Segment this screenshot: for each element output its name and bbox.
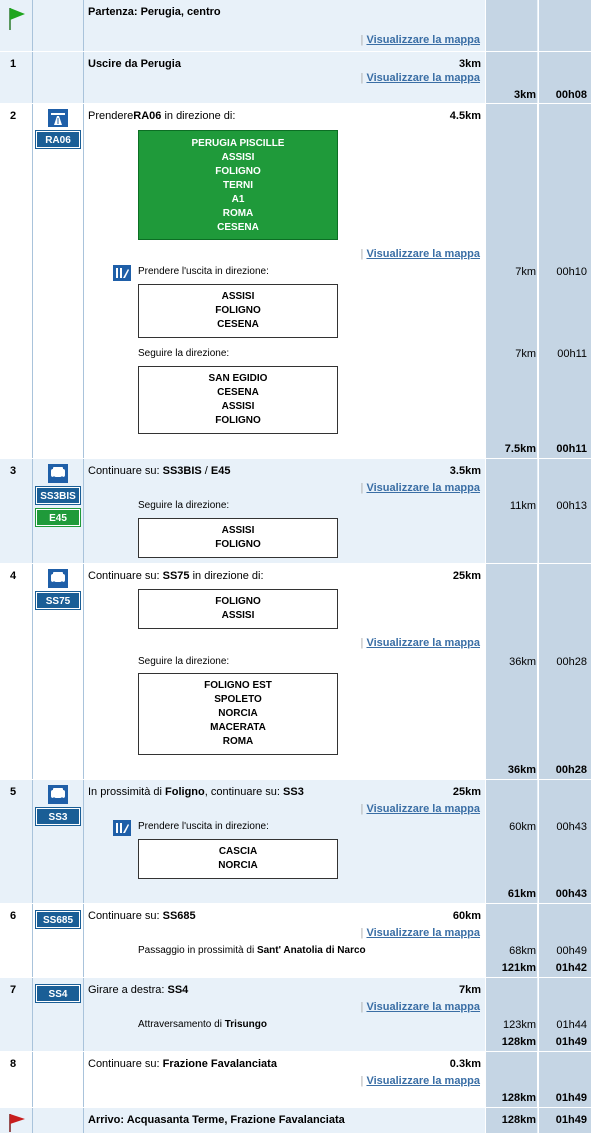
cumulative-time: 00h08 [555, 89, 587, 101]
road-badge: SS3BIS [36, 487, 80, 504]
cumulative-km: 128km [501, 1036, 536, 1048]
cumulative-km: 128km [501, 1114, 536, 1126]
segment-distance: 25km [452, 786, 481, 798]
follow-label: Seguire la direzione: [138, 656, 230, 667]
car-road-icon [48, 464, 68, 483]
exit-sign: ASSISI FOLIGNO CESENA [138, 284, 338, 338]
road-badge: SS3 [36, 808, 80, 825]
step-row-7: 7 SS4 Girare a destra: SS4 7km | Visualizzare la mappa Attraversamento di Trisungo 123km 01h44 128km 01h49 [0, 978, 591, 1052]
segment-distance: 3km [458, 58, 481, 70]
follow-sign: SAN EGIDIO CESENA ASSISI FOLIGNO [138, 366, 338, 434]
step-instruction: Uscire da Perugia [88, 58, 181, 70]
waypoint-km: 68km [509, 945, 536, 957]
car-road-icon [48, 785, 68, 804]
exit-icon [113, 265, 131, 281]
step-row-6: 6 SS685 Continuare su: SS685 60km | Visualizzare la mappa Passaggio in prossimità di Sant' Anatolia di Narco 68km 00h49 121km 01h42 [0, 904, 591, 978]
exit-icon [113, 820, 131, 836]
segment-distance: 3.5km [449, 465, 481, 477]
exit-km: 7km [515, 266, 536, 278]
cumulative-km: 121km [501, 962, 536, 974]
step-number: 2 [10, 110, 17, 122]
green-flag-icon [8, 6, 26, 30]
follow-km: 36km [509, 656, 536, 668]
car-road-icon [48, 569, 68, 588]
segment-distance: 4.5km [449, 110, 481, 122]
waypoint-time: 00h49 [556, 945, 587, 957]
exit-time: 00h43 [556, 821, 587, 833]
cumulative-time: 00h28 [555, 764, 587, 776]
waypoint-time: 01h44 [556, 1019, 587, 1031]
follow-km: 7km [515, 348, 536, 360]
follow-label: Seguire la direzione: [138, 500, 230, 511]
step-instruction: In prossimità di Foligno, continuare su: SS3 [88, 786, 304, 798]
waypoint-note: Attraversamento di Trisungo [138, 1019, 267, 1030]
cumulative-time: 00h11 [556, 443, 587, 455]
start-label: Partenza: Perugia, centro [88, 6, 221, 18]
step-number: 5 [10, 786, 17, 798]
cumulative-time: 01h49 [555, 1092, 587, 1104]
start-row: Partenza: Perugia, centro | Visualizzare la mappa [0, 0, 591, 52]
step-row-1: 1 Uscire da Perugia 3km | Visualizzare la mappa 3km 00h08 [0, 52, 591, 104]
waypoint-note: Passaggio in prossimità di Sant' Anatolia di Narco [138, 945, 366, 956]
step-instruction: PrendereRA06 in direzione di: [88, 110, 236, 122]
cumulative-km: 128km [501, 1092, 536, 1104]
cumulative-km: 36km [507, 764, 536, 776]
step-row-3: 3 SS3BIS E45 Continuare su: SS3BIS / E45 3.5km | Visualizzare la mappa Seguire la direzione: 11km 00h13 ASSISI FOLIGNO [0, 459, 591, 564]
exit-label: Prendere l'uscita in direzione: [138, 266, 269, 277]
road-badge-european: E45 [36, 509, 80, 526]
step-row-8: 8 Continuare su: Frazione Favalanciata 0.3km | Visualizzare la mappa 128km 01h49 [0, 1052, 591, 1108]
step-number: 6 [10, 910, 17, 922]
step-number: 4 [10, 570, 17, 582]
view-map-link[interactable]: Visualizzare la mappa [366, 72, 480, 84]
view-map-link[interactable]: Visualizzare la mappa [366, 34, 480, 46]
view-map-link[interactable]: Visualizzare la mappa [366, 1075, 480, 1087]
view-map-link[interactable]: Visualizzare la mappa [366, 248, 480, 260]
step-instruction: Continuare su: SS3BIS / E45 [88, 465, 231, 477]
view-map-link[interactable]: Visualizzare la mappa [366, 482, 480, 494]
exit-time: 00h10 [556, 266, 587, 278]
view-map-link[interactable]: Visualizzare la mappa [366, 637, 480, 649]
step-row-4: 4 SS75 Continuare su: SS75 in direzione di: 25km FOLIGNO ASSISI | Visualizzare la mappa Seguire la direzione: 36km 00h28 FOLIGNO EST SPOLETO NORCIA MACERATA ROMA 36km 00h28 [0, 564, 591, 780]
step-instruction: Continuare su: SS685 [88, 910, 196, 922]
follow-label: Seguire la direzione: [138, 348, 230, 359]
follow-sign: ASSISI FOLIGNO [138, 518, 338, 558]
segment-distance: 7km [458, 984, 481, 996]
follow-time: 00h13 [556, 500, 587, 512]
red-flag-icon [8, 1112, 26, 1132]
view-map-link[interactable]: Visualizzare la mappa [366, 1001, 480, 1013]
cumulative-time: 01h49 [555, 1114, 587, 1126]
step-instruction: Continuare su: Frazione Favalanciata [88, 1058, 277, 1070]
step-instruction: Continuare su: SS75 in direzione di: [88, 570, 264, 582]
direction-sign: FOLIGNO ASSISI [138, 589, 338, 629]
follow-time: 00h11 [557, 348, 587, 360]
exit-label: Prendere l'uscita in direzione: [138, 821, 269, 832]
step-number: 8 [10, 1058, 17, 1070]
step-instruction: Girare a destra: SS4 [88, 984, 189, 996]
follow-time: 00h28 [556, 656, 587, 668]
exit-sign: CASCIA NORCIA [138, 839, 338, 879]
step-number: 1 [10, 58, 17, 70]
arrival-row [0, 1108, 591, 1134]
follow-sign: FOLIGNO EST SPOLETO NORCIA MACERATA ROMA [138, 673, 338, 755]
exit-km: 60km [509, 821, 536, 833]
segment-distance: 25km [452, 570, 481, 582]
follow-km: 11km [509, 500, 536, 512]
road-badge: SS4 [36, 985, 80, 1002]
step-number: 7 [10, 984, 17, 996]
step-row-5: 5 SS3 In prossimità di Foligno, continuare su: SS3 25km | Visualizzare la mappa Prendere l'uscita in direzione: 60km 00h43 CASCIA NORCIA 61km 00h43 [0, 780, 591, 904]
cumulative-km: 61km [507, 888, 536, 900]
cumulative-km: 3km [513, 89, 536, 101]
view-map-link[interactable]: Visualizzare la mappa [366, 927, 480, 939]
road-badge: SS685 [36, 911, 80, 928]
waypoint-km: 123km [502, 1019, 536, 1031]
step-row-2: 2 RA06 PrendereRA06 in direzione di: 4.5km PERUGIA PISCILLE ASSISI FOLIGNO TERNI A1 ROMA CESENA | Visualizzare la mappa Prendere l'uscita in direzione: 7km 00h10 ASSISI FOLIGNO CESENA Seguire la direzione: 7km 00h11 SAN EGIDIO CESENA ASSISI FOLIGNO 7.5km 00h11 [0, 104, 591, 459]
motorway-icon [48, 109, 68, 127]
view-map-link[interactable]: Visualizzare la mappa [366, 803, 480, 815]
direction-sign: PERUGIA PISCILLE ASSISI FOLIGNO TERNI A1 ROMA CESENA [138, 130, 338, 240]
segment-distance: 0.3km [449, 1058, 481, 1070]
step-number: 3 [10, 465, 17, 477]
cumulative-km: 7.5km [504, 443, 536, 455]
arrival-label: Arrivo: Acquasanta Terme, Frazione Favalanciata [88, 1114, 345, 1126]
cumulative-time: 00h43 [555, 888, 587, 900]
cumulative-time: 01h42 [555, 962, 587, 974]
road-badge: SS75 [36, 592, 80, 609]
road-badge: RA06 [36, 131, 80, 148]
segment-distance: 60km [452, 910, 481, 922]
cumulative-time: 01h49 [555, 1036, 587, 1048]
